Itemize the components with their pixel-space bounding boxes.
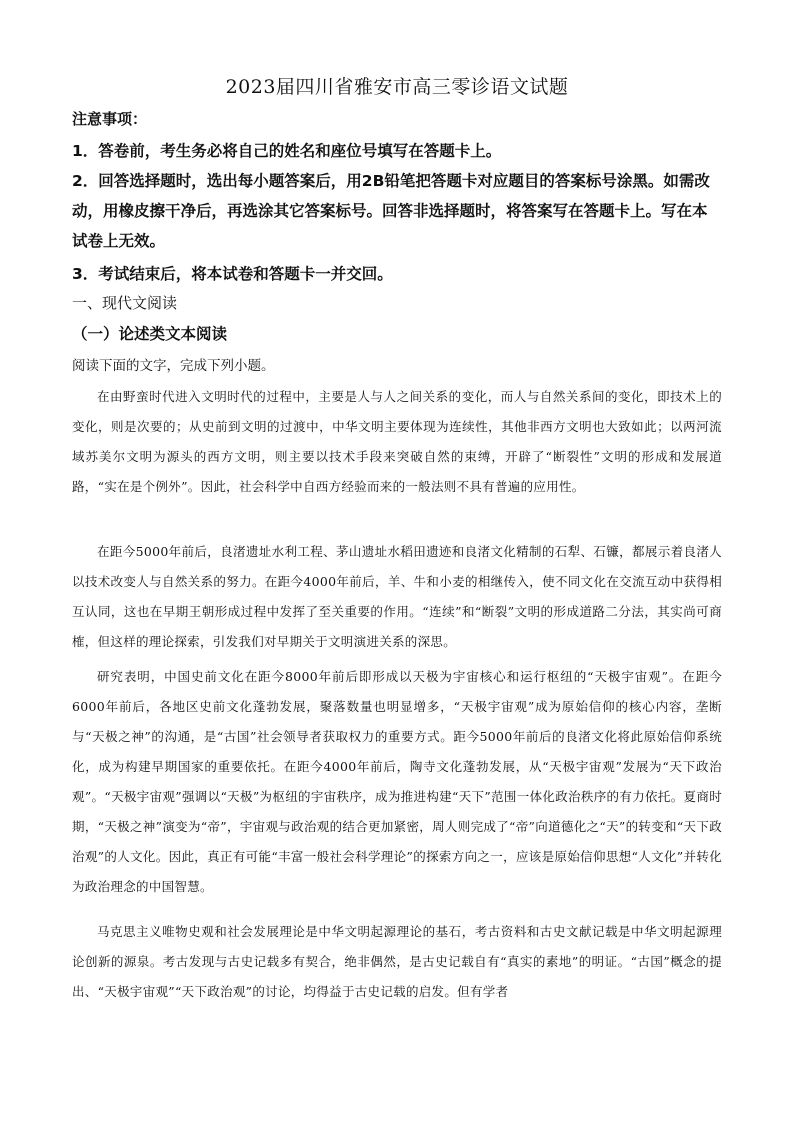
reading-paragraph: 马克思主义唯物史观和社会发展理论是中华文明起源理论的基石，考古资料和古史文献记载是中华文明起源理论创新的源泉。考古发现与古史记载多有契合，绝非偶然，是古史记载自有“真实的素地”的明证。“古国”概念的提出、“天极宇宙观”“天下政治观”的讨论，均得益于古史记载的启发。但有学者 (72, 924, 722, 999)
notice-item: 2．回答选择题时，选出每小题答案后，用2B铅笔把答题卡对应题目的答案标号涂黑。如需改动，用橡皮擦干净后，再选涂其它答案标号。回答非选择题时，将答案写在答题卡上。写在本试卷上无效。 (72, 172, 710, 250)
reading-instruction: 阅读下面的文字，完成下列小题。 (72, 358, 275, 374)
subsection-heading: （一）论述类文本阅读 (72, 325, 228, 343)
section-heading: 一、现代文阅读 (72, 294, 178, 312)
notice-heading: 注意事项： (72, 110, 148, 128)
notice-item: 1．答卷前，考生务必将自己的姓名和座位号填写在答题卡上。 (72, 142, 502, 160)
reading-paragraph: 研究表明，中国史前文化在距今8000年前后即形成以天极为宇宙核心和运行枢纽的“天极宇宙观”。在距今6000年前后，各地区史前文化蓬勃发展，聚落数量也明显增多，“天极宇宙观”成为原始信仰的核心内容，垄断与“天极之神”的沟通，是“古国”社会领导者获取权力的重要方式。距今5000年前后的良渚文化将此原始信仰系统化，成为构建早期国家的重要依托。在距今4000年前后，陶寺文化蓬勃发展，从“天极宇宙观”发展为“天下政治观”。“天极宇宙观”强调以“天极”为枢纽的宇宙秩序，成为推进构建“天下”范围一体化政治秩序的有力依托。夏商时期，“天极之神”演变为“帝”，宇宙观与政治观的结合更加紧密，周人则完成了“帝”向道德化之“天”的转变和“天下政治观”的人文化。因此，真正有可能“丰富一般社会科学理论”的探索方向之一，应该是原始信仰思想“人文化”并转化为政治理念的中国智慧。 (72, 669, 722, 894)
reading-paragraph: 在由野蛮时代进入文明时代的过程中，主要是人与人之间关系的变化，而人与自然关系间的变化，即技术上的变化，则是次要的；从史前到文明的过渡中，中华文明主要体现为连续性，其他非西方文明也大致如此；以两河流域苏美尔文明为源头的西方文明，则主要以技术手段来突破自然的束缚，开辟了“断裂性”文明的形成和发展道路，“实在是个例外”。因此，社会科学中自西方经验而来的一般法则不具有普遍的应用性。 (72, 389, 722, 494)
notice-item: 3．考试结束后，将本试卷和答题卡一并交回。 (72, 265, 393, 283)
reading-paragraph: 在距今5000年前后，良渚遗址水利工程、茅山遗址水稻田遗迹和良渚文化精制的石犁、石镰，都展示着良渚人以技术改变人与自然关系的努力。在距今4000年前后，羊、牛和小麦的相继传入，使不同文化在交流互动中获得相互认同，这也在早期王朝形成过程中发挥了至关重要的作用。“连续”和“断裂”文明的形成道路二分法，其实尚可商榷，但这样的理论探索，引发我们对早期关于文明演进关系的深思。 (72, 544, 722, 649)
exam-title: 2023届四川省雅安市高三零诊语文试题 (225, 76, 569, 98)
